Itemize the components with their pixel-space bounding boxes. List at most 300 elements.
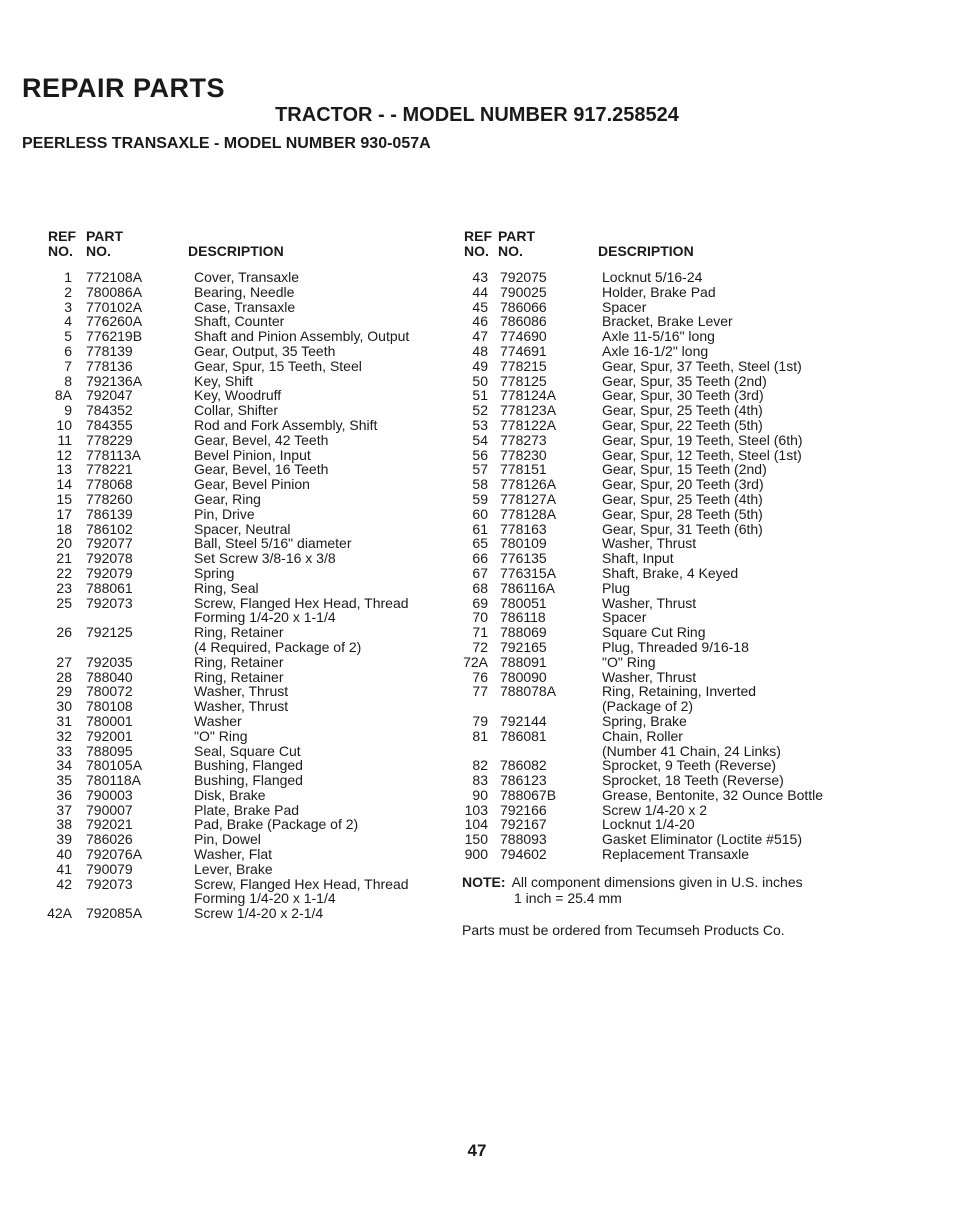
table-row (462, 448, 862, 463)
ref-number: 38 (56, 816, 72, 833)
part-description: Screw 1/4-20 x 2-1/4 (194, 905, 324, 922)
table-row (44, 744, 444, 759)
ref-number: 65 (472, 535, 488, 552)
table-row (462, 314, 862, 329)
ref-number: 70 (472, 609, 488, 626)
table-row (44, 536, 444, 551)
part-number: 790079 (86, 860, 133, 877)
part-description: Screw, Flanged Hex Head, Thread (194, 594, 409, 611)
part-description: Washer (194, 712, 242, 729)
part-description: Gear, Bevel, 16 Teeth (194, 461, 329, 478)
part-description: Gear, Spur, 25 Teeth (4th) (602, 490, 763, 507)
ref-number: 2 (64, 283, 72, 300)
part-description: Grease, Bentonite, 32 Ounce Bottle (602, 786, 824, 803)
ref-number: 45 (472, 298, 488, 315)
ref-number: 27 (56, 653, 72, 670)
part-number: 778122A (500, 416, 557, 433)
table-row (462, 403, 862, 418)
part-description: (Number 41 Chain, 24 Links) (602, 742, 781, 759)
table-row (462, 270, 862, 285)
table-row (462, 832, 862, 847)
parts-list-right (462, 270, 862, 862)
part-number: 780105A (86, 757, 143, 774)
table-row (462, 610, 862, 625)
ref-number: 61 (472, 520, 488, 537)
table-row (462, 566, 862, 581)
ref-number (462, 699, 488, 714)
note-line1: All component dimensions given in U.S. inches (511, 873, 803, 890)
part-description: Gear, Output, 35 Teeth (194, 342, 336, 359)
part-number: 786026 (86, 831, 133, 848)
table-row (44, 314, 444, 329)
part-description: Gear, Spur, 28 Teeth (5th) (602, 505, 763, 522)
parts-list-left (44, 270, 444, 921)
part-description: Washer, Thrust (194, 683, 289, 700)
ref-number: 8 (64, 372, 72, 389)
part-number: 786116A (500, 579, 556, 596)
table-row (44, 462, 444, 477)
ref-number: 5 (64, 328, 72, 345)
table-row (44, 862, 444, 877)
table-row (44, 803, 444, 818)
section-title: PEERLESS TRANSAXLE - MODEL NUMBER 930-057A (22, 135, 431, 152)
ref-number: 36 (56, 786, 72, 803)
part-number: 786139 (86, 505, 133, 522)
part-number: 788093 (500, 831, 547, 848)
part-description: Locknut 1/4-20 (602, 816, 695, 833)
ref-number: 72A (463, 653, 488, 670)
table-row (44, 906, 444, 921)
part-description: Shaft and Pinion Assembly, Output (194, 328, 410, 345)
ref-number (462, 744, 488, 759)
ref-number: 12 (56, 446, 72, 463)
table-row (462, 492, 862, 507)
part-description: Spacer, Neutral (194, 520, 291, 537)
table-row (44, 714, 444, 729)
ref-number: 58 (472, 476, 488, 493)
table-row (44, 374, 444, 389)
part-description: Gear, Spur, 25 Teeth (4th) (602, 402, 763, 419)
table-row (44, 477, 444, 492)
note-label: NOTE: (462, 873, 506, 890)
part-header-line1: PART (86, 228, 124, 244)
part-description: Shaft, Input (602, 550, 674, 567)
table-row (462, 684, 862, 699)
part-description: Washer, Thrust (602, 668, 697, 685)
part-number: 786118 (500, 609, 546, 626)
table-row (462, 285, 862, 300)
ref-number (44, 610, 72, 625)
part-description: Gear, Spur, 15 Teeth (2nd) (602, 461, 767, 478)
part-number: 786066 (500, 298, 547, 315)
ref-number: 39 (56, 831, 72, 848)
table-row (462, 462, 862, 477)
ref-number: 8A (54, 387, 72, 404)
part-number: 778126A (500, 476, 557, 493)
part-description: Key, Shift (194, 372, 253, 389)
ref-number: 3 (64, 298, 72, 315)
ref-number: 18 (56, 520, 72, 537)
part-number: 778229 (86, 431, 133, 448)
part-number: 778260 (86, 490, 133, 507)
parts-column-right (462, 228, 862, 938)
ref-number: 15 (56, 490, 72, 507)
table-row (44, 581, 444, 596)
table-row (44, 522, 444, 537)
part-number: 778127A (500, 490, 557, 507)
page-number: 47 (467, 1141, 487, 1160)
table-row (462, 433, 862, 448)
column-header (44, 228, 444, 270)
table-row (44, 300, 444, 315)
table-row (44, 418, 444, 433)
ref-number: 69 (472, 594, 488, 611)
part-number: 792075 (500, 269, 547, 285)
table-row (44, 433, 444, 448)
part-description: Bearing, Needle (194, 283, 295, 300)
part-description: "O" Ring (194, 727, 248, 744)
order-info: Parts must be ordered from Tecumseh Products Co. (462, 921, 785, 938)
part-number: 776219B (86, 328, 143, 345)
ref-number: 103 (464, 801, 488, 818)
part-description: Washer, Thrust (602, 594, 697, 611)
part-number: 792136A (86, 372, 143, 389)
ref-number (44, 640, 72, 655)
part-description: Cover, Transaxle (194, 269, 300, 285)
ref-number: 32 (56, 727, 72, 744)
table-row (44, 403, 444, 418)
ref-number: 7 (64, 357, 72, 374)
part-description: Plate, Brake Pad (194, 801, 300, 818)
part-description: Ring, Seal (194, 579, 259, 596)
ref-number: 47 (472, 328, 488, 345)
part-number (488, 744, 602, 759)
table-row (462, 817, 862, 832)
ref-number: 35 (56, 772, 72, 789)
part-number: 778230 (500, 446, 547, 463)
part-number: 792144 (500, 712, 547, 729)
part-number: 776315A (500, 564, 557, 581)
part-description: Ring, Retainer (194, 653, 284, 670)
table-row (44, 610, 444, 625)
part-number: 784352 (86, 402, 133, 419)
ref-number: 43 (472, 269, 488, 285)
part-description: Gear, Bevel Pinion (194, 476, 310, 493)
part-description: Gear, Spur, 35 Teeth (2nd) (602, 372, 767, 389)
table-row (462, 803, 862, 818)
ref-number: 17 (56, 505, 72, 522)
ref-number: 41 (56, 860, 72, 877)
part-description: Gear, Spur, 22 Teeth (5th) (602, 416, 763, 433)
part-number: 786086 (500, 313, 547, 330)
part-description: Pin, Drive (194, 505, 255, 522)
description-header: DESCRIPTION (598, 243, 694, 259)
table-row (44, 344, 444, 359)
ref-number: 29 (56, 683, 72, 700)
part-description: Washer, Thrust (602, 535, 697, 552)
ref-number: 81 (472, 727, 488, 744)
part-number: 774690 (500, 328, 547, 345)
part-description: Pad, Brake (Package of 2) (194, 816, 359, 833)
part-number: 788061 (86, 579, 133, 596)
table-row (44, 699, 444, 714)
ref-number: 13 (56, 461, 72, 478)
ref-number: 26 (56, 624, 72, 641)
ref-number: 48 (472, 342, 488, 359)
ref-number: 21 (56, 550, 72, 567)
part-description: Spacer (602, 609, 647, 626)
ref-header-line1: REF (464, 228, 492, 244)
part-number: 784355 (86, 416, 133, 433)
ref-number: 72 (472, 638, 488, 655)
table-row (462, 625, 862, 640)
part-description: Case, Transaxle (194, 298, 296, 315)
part-description: Forming 1/4-20 x 1-1/4 (194, 890, 336, 907)
part-number: 778128A (500, 505, 557, 522)
ref-number: 28 (56, 668, 72, 685)
part-description: Gear, Spur, 37 Teeth, Steel (1st) (602, 357, 802, 374)
part-number: 780118A (86, 772, 142, 789)
part-description: Gear, Ring (194, 490, 261, 507)
ref-number: 25 (56, 594, 72, 611)
table-row (462, 329, 862, 344)
table-row (44, 684, 444, 699)
table-row (44, 285, 444, 300)
part-number (488, 699, 602, 714)
ref-number: 14 (56, 476, 72, 493)
table-row (44, 566, 444, 581)
part-description: Gear, Spur, 15 Teeth, Steel (194, 357, 362, 374)
table-row (462, 300, 862, 315)
part-number: 792076A (86, 846, 143, 863)
part-description: Key, Woodruff (194, 387, 282, 404)
part-number (72, 610, 194, 625)
page-title: REPAIR PARTS (22, 73, 226, 103)
part-number: 780109 (500, 535, 547, 552)
ref-number: 53 (472, 416, 488, 433)
part-description: (4 Required, Package of 2) (194, 638, 362, 655)
part-header-line1: PART (498, 228, 536, 244)
description-header: DESCRIPTION (188, 243, 284, 259)
part-description: Ring, Retainer (194, 624, 284, 641)
part-description: Disk, Brake (194, 786, 266, 803)
part-number: 786123 (500, 772, 547, 789)
part-description: Axle 16-1/2" long (602, 342, 709, 359)
part-description: Gear, Spur, 12 Teeth, Steel (1st) (602, 446, 802, 463)
part-description: Bushing, Flanged (194, 772, 303, 789)
ref-number: 68 (472, 579, 488, 596)
part-number: 778068 (86, 476, 133, 493)
part-description: Locknut 5/16-24 (602, 269, 703, 285)
table-row (44, 388, 444, 403)
part-number: 790025 (500, 283, 547, 300)
part-description: Pin, Dowel (194, 831, 261, 848)
part-number: 780051 (500, 594, 547, 611)
part-number: 778151 (500, 461, 547, 478)
part-number: 786082 (500, 757, 547, 774)
table-row (462, 847, 862, 862)
part-description: Screw 1/4-20 x 2 (602, 801, 708, 818)
ref-number: 11 (57, 431, 72, 448)
ref-number: 59 (472, 490, 488, 507)
ref-number: 40 (56, 846, 72, 863)
part-description: Plug, Threaded 9/16-18 (602, 638, 749, 655)
ref-number: 20 (56, 535, 72, 552)
part-number: 778113A (86, 446, 142, 463)
part-description: Replacement Transaxle (602, 846, 750, 863)
part-number: 788040 (86, 668, 133, 685)
part-number: 778221 (86, 461, 133, 478)
table-row (462, 418, 862, 433)
part-number: 776260A (86, 313, 143, 330)
part-description: Plug (602, 579, 631, 596)
part-description: Spring, Brake (602, 712, 687, 729)
ref-header-line2: NO. (48, 243, 73, 259)
part-number: 792078 (86, 550, 133, 567)
part-description: Bracket, Brake Lever (602, 313, 733, 330)
part-description: Gear, Bevel, 42 Teeth (194, 431, 329, 448)
part-description: Screw, Flanged Hex Head, Thread (194, 875, 409, 892)
ref-number: 71 (472, 624, 488, 641)
table-row (462, 699, 862, 714)
part-description: Gear, Spur, 30 Teeth (3rd) (602, 387, 764, 404)
table-row (44, 448, 444, 463)
part-description: Gear, Spur, 20 Teeth (3rd) (602, 476, 764, 493)
ref-number: 76 (472, 668, 488, 685)
ref-number: 57 (472, 461, 488, 478)
ref-number: 9 (64, 402, 72, 419)
ref-number: 56 (472, 446, 488, 463)
part-number: 786102 (86, 520, 133, 537)
ref-number: 66 (472, 550, 488, 567)
part-number: 778124A (500, 387, 557, 404)
ref-number: 77 (472, 683, 488, 700)
part-description: Bevel Pinion, Input (194, 446, 311, 463)
part-description: (Package of 2) (602, 698, 694, 715)
part-number: 776135 (500, 550, 547, 567)
table-row (44, 655, 444, 670)
part-number: 790003 (86, 786, 133, 803)
table-row (462, 477, 862, 492)
note-line2: 1 inch = 25.4 mm (514, 889, 622, 906)
part-number: 788078A (500, 683, 557, 700)
part-number: 792035 (86, 653, 133, 670)
part-description: "O" Ring (602, 653, 656, 670)
part-number: 770102A (86, 298, 143, 315)
part-description: Bushing, Flanged (194, 757, 303, 774)
ref-header-line2: NO. (464, 243, 489, 259)
ref-number: 79 (472, 712, 488, 729)
part-description: Collar, Shifter (194, 402, 279, 419)
table-row (44, 788, 444, 803)
part-number: 792166 (500, 801, 547, 818)
table-row (462, 374, 862, 389)
part-number: 780108 (86, 698, 133, 715)
part-description: Seal, Square Cut (194, 742, 301, 759)
part-number: 792125 (86, 624, 133, 641)
ref-number: 33 (56, 742, 72, 759)
part-description: Forming 1/4-20 x 1-1/4 (194, 609, 336, 626)
part-description: Spacer (602, 298, 647, 315)
part-header-line2: NO. (498, 243, 523, 259)
ref-number: 104 (464, 816, 488, 833)
ref-number: 67 (472, 564, 488, 581)
part-description: Washer, Thrust (194, 698, 289, 715)
ref-number: 44 (472, 283, 488, 300)
table-row (462, 640, 862, 655)
part-number: 788067B (500, 786, 557, 803)
part-description: Rod and Fork Assembly, Shift (194, 416, 378, 433)
part-number: 792165 (500, 638, 547, 655)
table-row (44, 891, 444, 906)
part-description: Gasket Eliminator (Loctite #515) (602, 831, 802, 848)
ref-number: 37 (56, 801, 72, 818)
part-description: Gear, Spur, 31 Teeth (6th) (602, 520, 763, 537)
part-number: 790007 (86, 801, 133, 818)
ref-number: 1 (64, 269, 72, 285)
part-description: Ring, Retaining, Inverted (602, 683, 757, 700)
ref-number: 10 (56, 416, 72, 433)
part-number: 774691 (500, 342, 547, 359)
part-number: 792021 (86, 816, 133, 833)
table-row (44, 729, 444, 744)
ref-number: 42A (47, 905, 72, 922)
table-row (44, 817, 444, 832)
part-number: 780090 (500, 668, 547, 685)
table-row (462, 758, 862, 773)
table-row (462, 551, 862, 566)
part-number: 780072 (86, 683, 133, 700)
ref-number: 34 (56, 757, 72, 774)
part-number: 792077 (86, 535, 133, 552)
table-row (44, 773, 444, 788)
table-row (462, 788, 862, 803)
part-description: Axle 11-5/16" long (602, 328, 715, 345)
ref-number: 90 (472, 786, 488, 803)
ref-number: 82 (472, 757, 488, 774)
ref-number: 83 (472, 772, 488, 789)
ref-number: 4 (64, 313, 72, 330)
model-subtitle: TRACTOR - - MODEL NUMBER 917.258524 (275, 104, 679, 126)
ref-number: 52 (472, 402, 488, 419)
part-number: 788069 (500, 624, 547, 641)
table-row (462, 596, 862, 611)
part-number: 778163 (500, 520, 547, 537)
table-row (44, 492, 444, 507)
part-description: Washer, Flat (194, 846, 273, 863)
part-description: Shaft, Brake, 4 Keyed (602, 564, 739, 581)
table-row (462, 388, 862, 403)
part-number: 778215 (500, 357, 547, 374)
table-row (462, 773, 862, 788)
part-number: 780001 (86, 712, 133, 729)
part-number: 792167 (500, 816, 547, 833)
table-row (462, 670, 862, 685)
part-number (72, 891, 194, 906)
table-row (462, 359, 862, 374)
ref-number (44, 891, 72, 906)
ref-number: 150 (464, 831, 488, 848)
part-number: 792073 (86, 875, 133, 892)
part-description: Sprocket, 18 Teeth (Reverse) (602, 772, 784, 789)
part-number: 786081 (500, 727, 547, 744)
part-header-line2: NO. (86, 243, 111, 259)
part-description: Ring, Retainer (194, 668, 284, 685)
column-header (462, 228, 862, 270)
table-row (44, 758, 444, 773)
part-number: 780086A (86, 283, 143, 300)
ref-number: 50 (472, 372, 488, 389)
